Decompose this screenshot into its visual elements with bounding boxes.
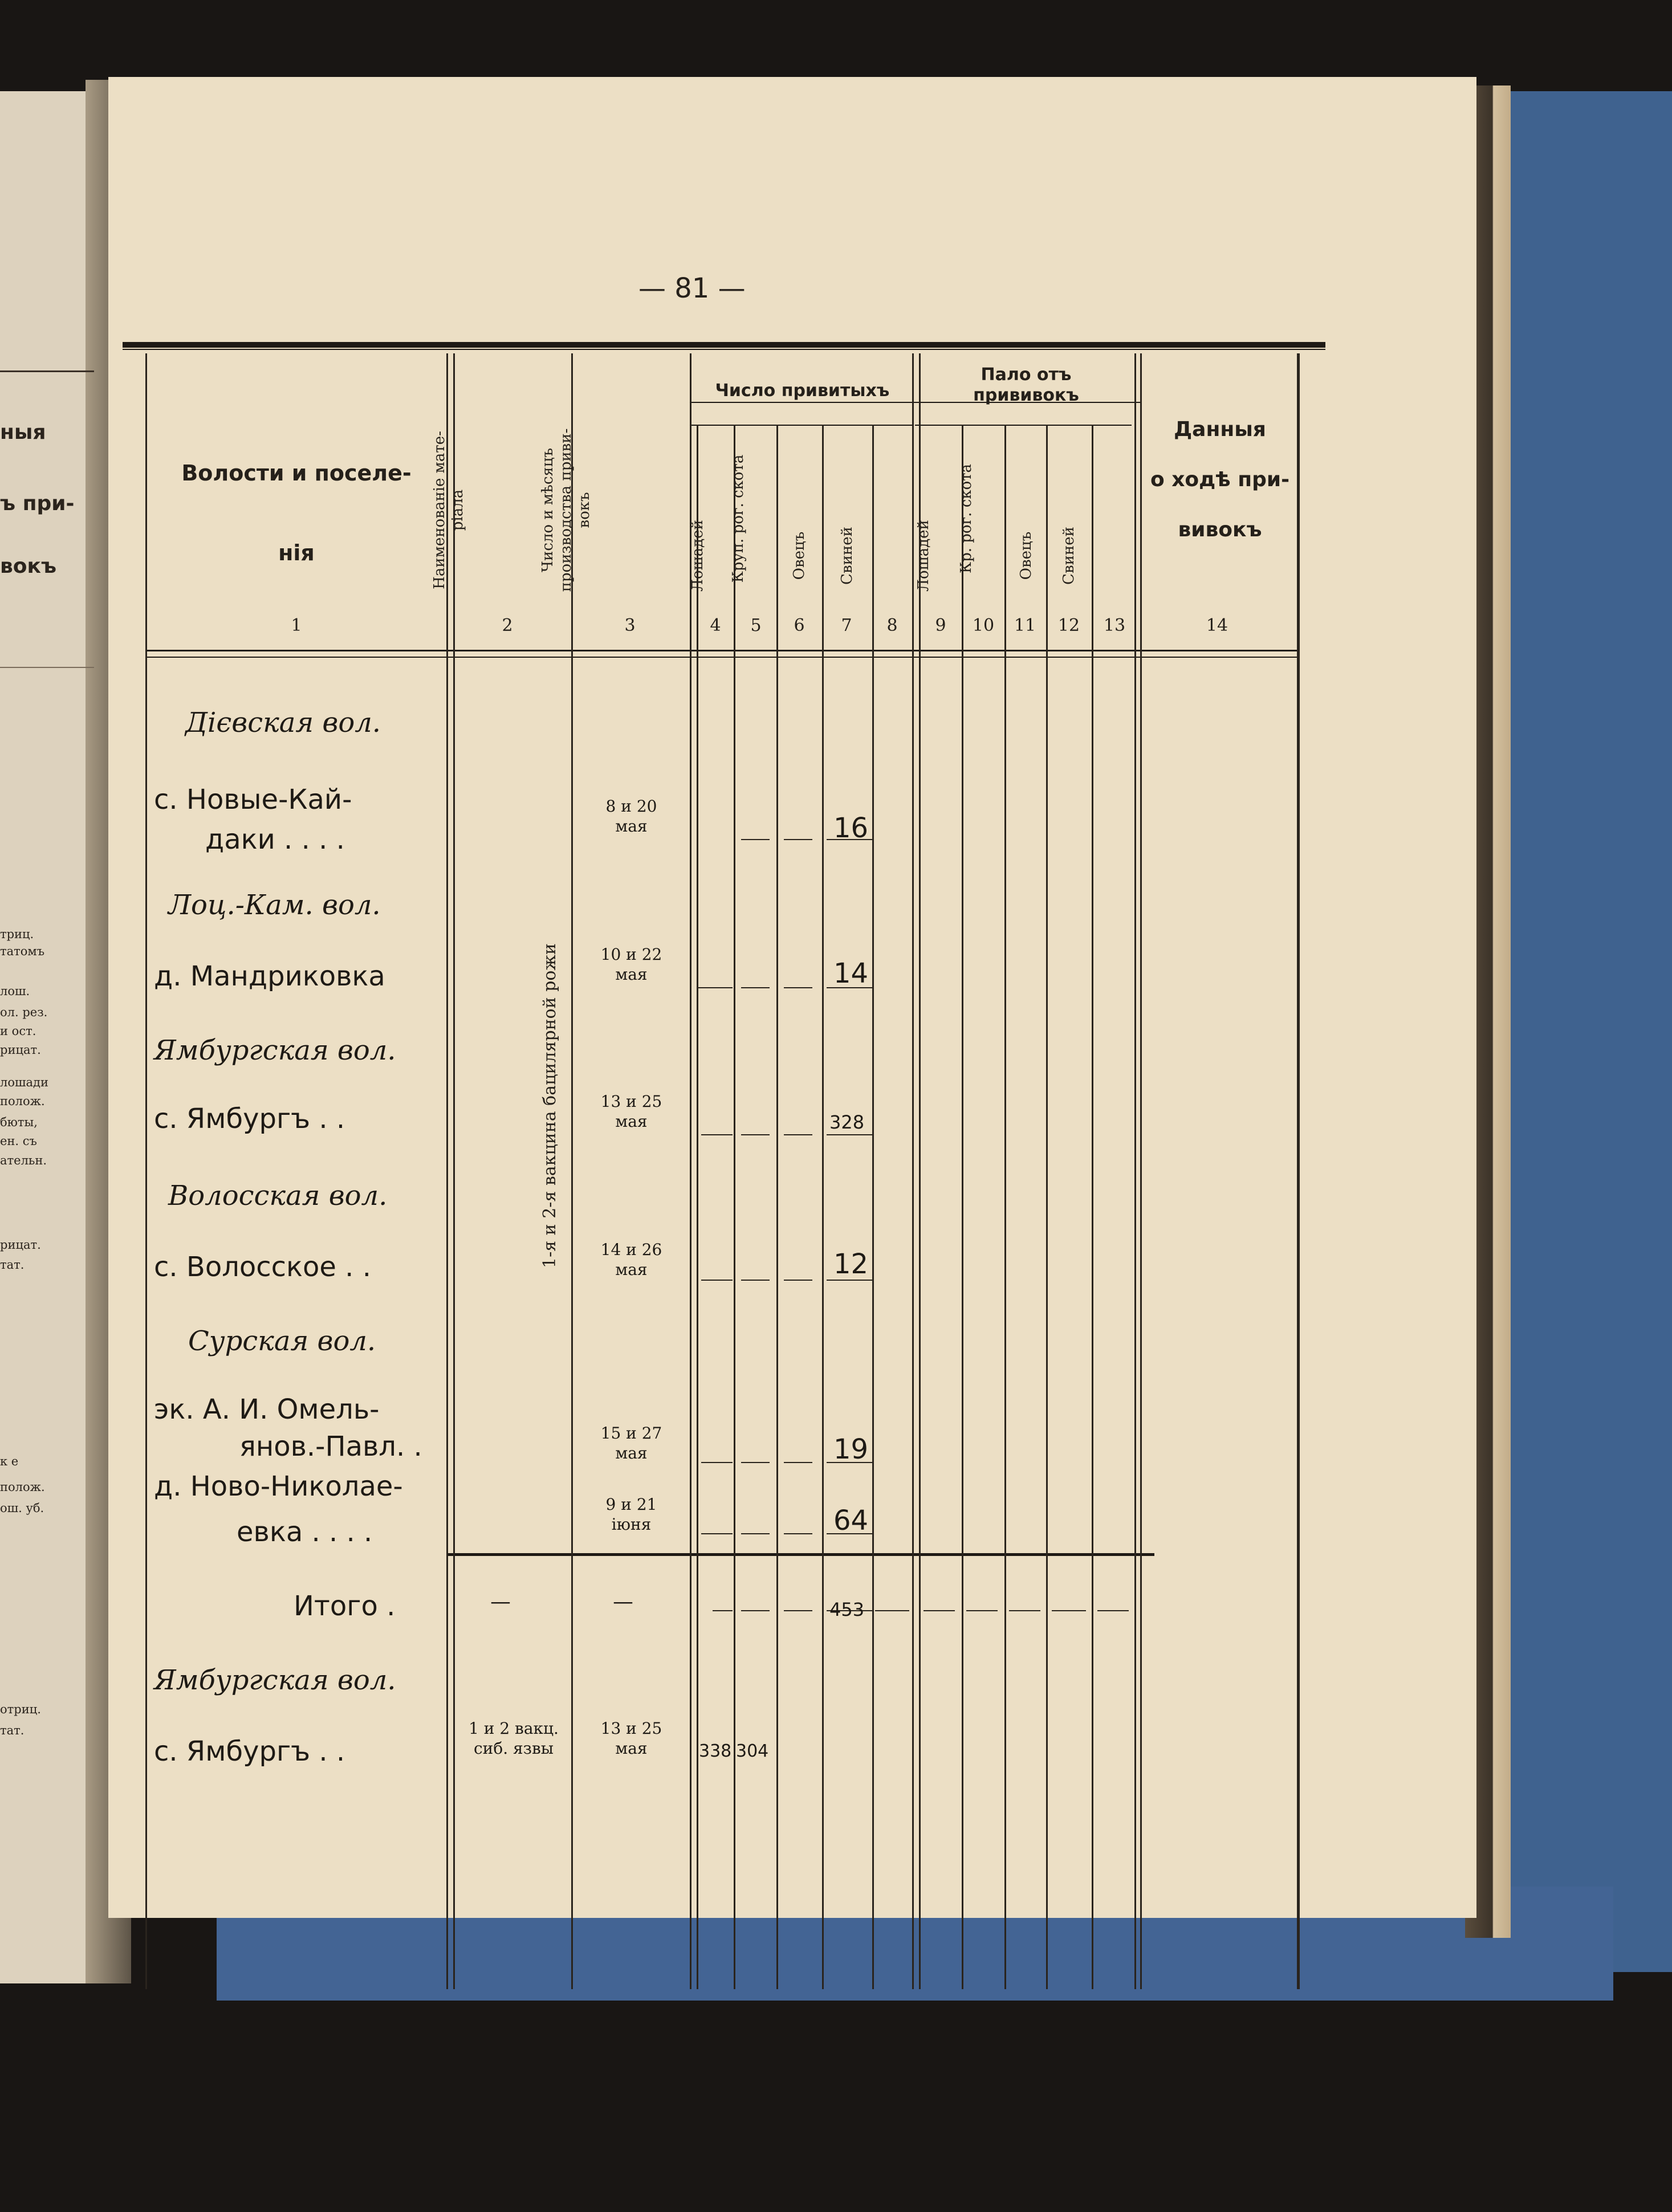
date-cell: мая	[615, 1260, 648, 1279]
header-col14: Данныя о ходѣ при- вивокъ	[1150, 418, 1290, 541]
column-line	[1092, 425, 1093, 1989]
total-label: Итого .	[294, 1590, 396, 1622]
column-number: 1	[291, 616, 302, 636]
dash-cell	[741, 987, 770, 988]
dash-cell	[741, 1533, 770, 1534]
volost-title: Ямбургская вол.	[154, 1034, 396, 1066]
date-cell: 14 и 26	[600, 1240, 662, 1259]
dash-cell	[966, 1610, 998, 1611]
material-cell: 1 и 2 вакц.	[469, 1719, 559, 1738]
stub-note: лош.	[0, 984, 30, 998]
right-page	[108, 77, 1476, 1918]
horses-count: 338	[699, 1741, 732, 1761]
column-number: 9	[935, 616, 946, 636]
date-cell: 10 и 22	[600, 945, 662, 964]
dash-cell	[713, 1610, 733, 1611]
date-cell: мая	[615, 1112, 648, 1131]
header-group-died: Пало отъ прививокъ	[973, 365, 1079, 405]
stub-note: полож.	[0, 1480, 45, 1494]
stub-header-line: ныя	[0, 421, 46, 444]
header-col11: Овецъ	[1018, 531, 1035, 580]
settlement-name: эк. А. И. Омель-	[154, 1394, 380, 1425]
stub-note: тат.	[0, 1258, 25, 1272]
column-number: 7	[841, 616, 852, 636]
dash-cell	[784, 1533, 812, 1534]
date-cell: мая	[615, 965, 648, 984]
pigs-count: 328	[829, 1111, 865, 1133]
column-line	[872, 425, 874, 1989]
stub-note: лошади	[0, 1076, 48, 1089]
stub-note: рицат.	[0, 1238, 41, 1252]
column-line	[1004, 425, 1006, 1989]
column-line	[1297, 353, 1300, 1989]
date-cell: 9 и 21	[605, 1495, 657, 1514]
date-cell: 8 и 20	[605, 797, 657, 816]
settlement-name: с. Волосское . .	[154, 1251, 371, 1283]
volost-title: Волосская вол.	[168, 1180, 388, 1212]
column-number: 12	[1057, 616, 1080, 636]
dash-cell	[701, 1134, 733, 1135]
header-bottom-rule-thin	[145, 657, 1297, 658]
dash-cell	[875, 1610, 909, 1611]
stub-note: полож.	[0, 1094, 45, 1108]
dash-cell	[784, 987, 812, 988]
dash-cell	[924, 1610, 955, 1611]
total-material: —	[490, 1590, 511, 1614]
pigs-count: 16	[833, 812, 869, 844]
stub-note: бюты,	[0, 1115, 38, 1129]
dash-cell	[1052, 1610, 1086, 1611]
column-number: 2	[502, 616, 513, 636]
header-bottom-rule	[145, 650, 1297, 651]
total-pigs: 453	[829, 1599, 865, 1620]
dash-cell	[698, 987, 733, 988]
date-cell: мая	[615, 817, 648, 836]
stub-note: ол. рез.	[0, 1005, 48, 1019]
dash-cell	[784, 1610, 812, 1611]
column-line	[1046, 425, 1048, 1989]
settlement-name: даки . . . .	[205, 824, 345, 856]
settlement-name: с. Ямбургъ . .	[154, 1736, 345, 1767]
pigs-count: 64	[833, 1505, 869, 1537]
cattle-count: 304	[736, 1741, 769, 1761]
header-col4: Лошадей	[689, 520, 706, 592]
volost-title: Ямбургская вол.	[154, 1664, 396, 1696]
material-cell: сиб. язвы	[474, 1739, 554, 1758]
settlement-name: д. Мандриковка	[154, 960, 385, 992]
volost-title: Сурская вол.	[188, 1325, 376, 1357]
column-number: 14	[1206, 616, 1228, 636]
column-number: 13	[1103, 616, 1126, 636]
dash-cell	[741, 1280, 770, 1281]
column-number: 8	[886, 616, 898, 636]
table-top-rule	[123, 342, 1325, 348]
column-number: 4	[710, 616, 721, 636]
header-col5: Круп. рог. скота	[730, 454, 747, 583]
dash-cell	[784, 1462, 812, 1463]
total-date: —	[613, 1590, 633, 1614]
dash-cell	[827, 1134, 872, 1135]
stub-header-line: вокъ	[0, 555, 56, 578]
stub-note: отриц.	[0, 1702, 41, 1716]
header-col3: Число и мѣсяцъ производства приви- вокъ	[539, 428, 593, 592]
total-rule	[448, 1553, 1154, 1556]
dash-cell	[741, 839, 770, 840]
stub-note: и ост.	[0, 1024, 36, 1038]
column-line	[822, 425, 824, 1989]
stub-note: ош. уб.	[0, 1501, 44, 1515]
column-line	[145, 353, 147, 1989]
dash-cell	[741, 1610, 770, 1611]
volost-title: Лоц.-Кам. вол.	[168, 889, 381, 921]
column-line	[1134, 353, 1136, 1989]
column-line	[734, 425, 735, 1989]
header-col12: Свиней	[1060, 527, 1077, 585]
header-col6: Овецъ	[791, 531, 808, 580]
table-top-rule-thin	[123, 349, 1325, 350]
column-line	[697, 425, 698, 1989]
dash-cell	[741, 1462, 770, 1463]
column-number: 11	[1014, 616, 1036, 636]
stub-header-line: ъ при-	[0, 492, 75, 515]
column-number: 3	[624, 616, 636, 636]
header-col10: Кр. рог. скота	[958, 463, 975, 574]
stub-note: триц.	[0, 927, 34, 941]
header-col9: Лошадей	[915, 520, 932, 592]
stub-note: татомъ	[0, 944, 45, 958]
column-number: 6	[794, 616, 805, 636]
stub-note: ен. съ	[0, 1134, 37, 1148]
dash-cell	[701, 1280, 733, 1281]
pigs-count: 19	[833, 1433, 869, 1465]
pigs-count: 14	[833, 958, 869, 989]
dash-cell	[1009, 1610, 1040, 1611]
dash-cell	[701, 1462, 733, 1463]
page-number: — 81 —	[638, 272, 746, 304]
stub-note: к е	[0, 1455, 19, 1468]
header-col2: Наименованіе мате- ріала	[431, 431, 466, 589]
settlement-name: евка . . . .	[237, 1516, 373, 1548]
group-divider-right	[915, 425, 1132, 426]
header-col7: Свиней	[839, 527, 856, 585]
header-group-vaccinated: Число привитыхъ	[715, 381, 890, 401]
dash-cell	[784, 1134, 812, 1135]
volost-title: Дієвская вол.	[185, 707, 381, 739]
dash-cell	[784, 1280, 812, 1281]
group-divider-left	[690, 425, 912, 426]
date-cell: 13 и 25	[600, 1719, 662, 1738]
stub-note: ательн.	[0, 1154, 47, 1167]
date-cell: іюня	[611, 1515, 652, 1534]
dash-cell	[1097, 1610, 1129, 1611]
column-line	[776, 425, 778, 1989]
date-cell: 15 и 27	[600, 1424, 662, 1443]
date-cell: мая	[615, 1444, 648, 1463]
pigs-count: 12	[833, 1248, 869, 1280]
dash-cell	[741, 1134, 770, 1135]
header-col1: Волости и поселе- нія	[181, 461, 412, 565]
column-line	[1140, 353, 1142, 1989]
settlement-name: д. Ново-Николае-	[154, 1470, 403, 1502]
dash-cell	[701, 1533, 733, 1534]
settlement-name: янов.-Павл. .	[239, 1431, 422, 1463]
stub-note: тат.	[0, 1724, 25, 1737]
date-cell: 13 и 25	[600, 1092, 662, 1111]
dash-cell	[784, 839, 812, 840]
column-number: 10	[972, 616, 995, 636]
settlement-name: с. Ямбургъ . .	[154, 1103, 345, 1135]
column-number: 5	[750, 616, 762, 636]
settlement-name: с. Новые-Кай-	[154, 784, 352, 816]
stub-note: рицат.	[0, 1043, 41, 1057]
date-cell: мая	[615, 1739, 648, 1758]
material-vertical-label: 1-я и 2-я вакцина бацилярной рожи	[540, 943, 560, 1268]
column-line	[962, 425, 963, 1989]
